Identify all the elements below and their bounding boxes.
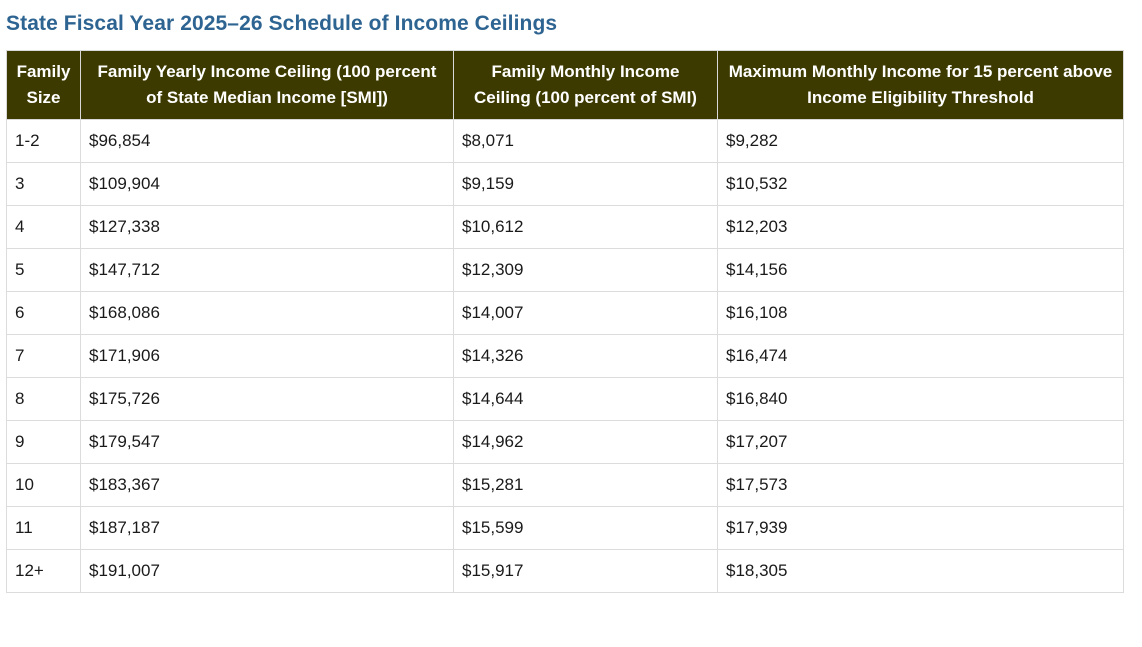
max-monthly-income-cell: $12,203	[718, 206, 1124, 249]
table-body	[7, 120, 1124, 593]
family-size-cell: 9	[7, 421, 81, 464]
monthly-ceiling-cell: $15,281	[454, 464, 718, 507]
monthly-ceiling-cell: $14,007	[454, 292, 718, 335]
yearly-ceiling-cell: $183,367	[81, 464, 454, 507]
monthly-ceiling-cell: $14,326	[454, 335, 718, 378]
page-title: State Fiscal Year 2025–26 Schedule of Income Ceilings	[6, 12, 558, 35]
header-max-monthly-income: Maximum Monthly Income for 15 percent above Income Eligibility Threshold	[718, 51, 1124, 120]
yearly-ceiling-cell: $127,338	[81, 206, 454, 249]
header-family-size: Family Size	[7, 51, 81, 120]
yearly-ceiling-cell: $191,007	[81, 550, 454, 593]
max-monthly-income-cell: $16,474	[718, 335, 1124, 378]
max-monthly-income-cell: $17,939	[718, 507, 1124, 550]
max-monthly-income-cell: $18,305	[718, 550, 1124, 593]
family-size-cell: 4	[7, 206, 81, 249]
max-monthly-income-cell: $9,282	[718, 120, 1124, 163]
header-yearly-income-ceiling: Family Yearly Income Ceiling (100 percent of State Median Income [SMI])	[81, 51, 454, 120]
family-size-cell: 7	[7, 335, 81, 378]
monthly-ceiling-cell: $10,612	[454, 206, 718, 249]
max-monthly-income-cell: $16,108	[718, 292, 1124, 335]
table-row	[7, 163, 1124, 206]
table-row	[7, 464, 1124, 507]
monthly-ceiling-cell: $15,917	[454, 550, 718, 593]
table-row	[7, 421, 1124, 464]
family-size-cell: 8	[7, 378, 81, 421]
yearly-ceiling-cell: $96,854	[81, 120, 454, 163]
table-row	[7, 507, 1124, 550]
monthly-ceiling-cell: $15,599	[454, 507, 718, 550]
income-ceilings-table	[6, 50, 1124, 593]
header-monthly-income-ceiling: Family Monthly Income Ceiling (100 percent of SMI)	[454, 51, 718, 120]
monthly-ceiling-cell: $8,071	[454, 120, 718, 163]
max-monthly-income-cell: $17,207	[718, 421, 1124, 464]
family-size-cell: 11	[7, 507, 81, 550]
monthly-ceiling-cell: $14,962	[454, 421, 718, 464]
yearly-ceiling-cell: $179,547	[81, 421, 454, 464]
yearly-ceiling-cell: $187,187	[81, 507, 454, 550]
table-row	[7, 378, 1124, 421]
header-row	[7, 51, 1124, 120]
table-row	[7, 120, 1124, 163]
family-size-cell: 5	[7, 249, 81, 292]
monthly-ceiling-cell: $14,644	[454, 378, 718, 421]
family-size-cell: 3	[7, 163, 81, 206]
yearly-ceiling-cell: $109,904	[81, 163, 454, 206]
yearly-ceiling-cell: $171,906	[81, 335, 454, 378]
family-size-cell: 12+	[7, 550, 81, 593]
table-row	[7, 249, 1124, 292]
monthly-ceiling-cell: $9,159	[454, 163, 718, 206]
family-size-cell: 6	[7, 292, 81, 335]
table-row	[7, 550, 1124, 593]
yearly-ceiling-cell: $168,086	[81, 292, 454, 335]
max-monthly-income-cell: $14,156	[718, 249, 1124, 292]
family-size-cell: 10	[7, 464, 81, 507]
max-monthly-income-cell: $17,573	[718, 464, 1124, 507]
table-row	[7, 335, 1124, 378]
table-row	[7, 292, 1124, 335]
yearly-ceiling-cell: $175,726	[81, 378, 454, 421]
table-row	[7, 206, 1124, 249]
family-size-cell: 1-2	[7, 120, 81, 163]
monthly-ceiling-cell: $12,309	[454, 249, 718, 292]
yearly-ceiling-cell: $147,712	[81, 249, 454, 292]
max-monthly-income-cell: $10,532	[718, 163, 1124, 206]
max-monthly-income-cell: $16,840	[718, 378, 1124, 421]
